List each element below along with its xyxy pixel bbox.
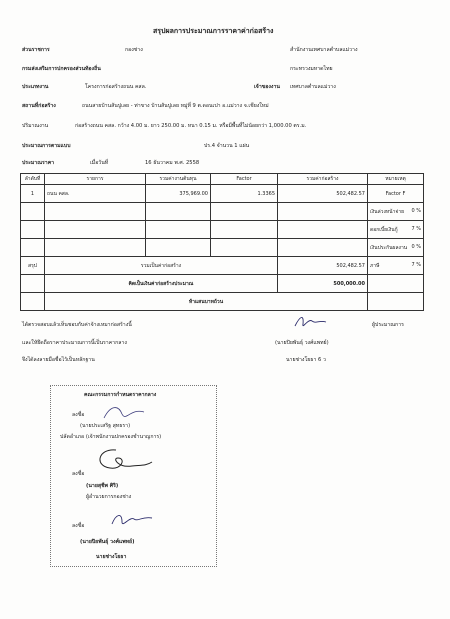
header-no: ลำดับที่ [21,174,45,185]
cost-summary-table [20,173,424,311]
row-factor: 1.3365 [211,185,278,203]
header-note: หมายเหตุ [368,174,424,185]
member2-title: ผู้อำนวยการกองช่าง [86,494,132,500]
table-header-row [21,174,424,185]
row-item: ถนน คสล. [45,185,146,203]
vat-cell: ภาษี 7 % [368,257,424,275]
estimator-label: ผู้ประมาณการ [372,322,404,328]
quantity-label: ปริมาณงาน [22,123,49,129]
committee-title: คณะกรรมการกำหนดราคากลาง [84,392,157,398]
row-no: 1 [21,185,45,203]
member3-signature [108,508,158,530]
estimator-title: นายช่างโยธา 6 ว [286,357,326,363]
office-name: สำนักงานเทศบาลตำบลแม่วาง [290,47,358,53]
note-interest: ดอกเบี้ยเงินกู้ 7 % [368,221,424,239]
budget-row [21,275,424,293]
estimator-signature [292,312,332,332]
budget-label: คิดเป็นเงินค่าก่อสร้างประมาณ [45,275,278,293]
header-item: รายการ [45,174,146,185]
agency-label: ส่วนราชการ [22,47,50,53]
certify-line-1: ได้ตรวจสอบแล้วเห็นชอบกับค่าจ้างเหมาก่อสร้างนี้ [22,322,132,328]
member1-sign-label: ลงชื่อ [72,412,85,418]
design-value: ปร.4 จำนวน 1 แผ่น [204,143,250,149]
certify-line-2: และให้ยึดถือราคาประมาณการนี้เป็นราคากลาง [22,340,127,346]
header-cost: รวมค่างานต้นทุน [146,174,211,185]
table-row [21,239,424,257]
table-row [21,221,424,239]
document-title: สรุปผลการประมาณการราคาค่าก่อสร้าง [153,27,274,35]
header-factor: Factor [211,174,278,185]
member1-signature [100,400,150,424]
member1-title: ปลัดอำเภอ (เจ้าพนักงานปกครองชำนาญการ) [60,434,162,440]
ministry-name: กระทรวงมหาดไทย [290,66,333,72]
row-total: 502,482.57 [278,185,368,203]
row-note: Factor F [368,185,424,203]
design-label: ประมาณการตามแบบ [22,143,71,149]
agency-value: กองช่าง [125,47,143,53]
date-value: 16 ธันวาคม พ.ศ. 2558 [145,160,200,166]
table-row [21,185,424,203]
member3-sign-label: ลงชื่อ [72,523,85,529]
owner-value: เทศบาลตำบลแม่วาง [290,84,336,90]
location-value: ถนนสายบ้านสันปูเลย - ท่าขาง บ้านสันปูเลย หมู่ที่ 9 ต.ดอนเปา อ.แม่วาง จ.เชียงใหม่ [82,103,269,109]
department-label: กรมส่งเสริมการปกครองส่วนท้องถิ่น [22,66,101,72]
quantity-value: ก่อสร้างถนน คสล. กว้าง 4.00 ม. ยาว 250.00 ม. หนา 0.15 ม. หรือมีพื้นที่ไม่น้อยกว่า 1,000.00 ตร.ม. [75,123,307,129]
member2-sign-label: ลงชื่อ [72,471,85,477]
estimator-name: (นายปิยพันธุ์ วงศ์แพทย์) [275,340,329,346]
sum-value: 502,482.57 [278,257,368,275]
note-guarantee: เงินประกันผลงาน 0 % [368,239,424,257]
sum-label: รวมเป็นค่าก่อสร้าง [45,257,278,275]
price-label: ประมาณราคา [22,160,55,166]
member2-signature [88,444,158,476]
amount-in-words: ห้าแสนบาทถ้วน [45,293,368,311]
work-type-label: ประเภทงาน [22,84,49,90]
member1-name: (นายประเสริฐ สุทธรา) [80,423,131,429]
header-total: รวมค่าก่อสร้าง [278,174,368,185]
owner-label: เจ้าของงาน [254,84,280,90]
certify-line-3: จึงได้ลงลายมือชื่อไว้เป็นหลักฐาน [22,357,95,363]
member2-name: (นายสุชีพ ศิริ) [86,483,119,489]
work-type-value: โครงการก่อสร้างถนน คสล. [85,84,147,90]
row-cost: 375,969.00 [146,185,211,203]
member3-name: (นายปิยพันธุ์ วงศ์แพทย์) [80,539,135,545]
member3-title: นายช่างโยธา [96,554,127,560]
summary-row [21,257,424,275]
note-advance: เงินล่วงหน้าจ่าย 0 % [368,203,424,221]
budget-value: 500,000.00 [278,275,368,293]
summary-label: สรุป [21,257,45,275]
date-label: เมื่อวันที่ [90,160,109,166]
amount-text-row [21,293,424,311]
table-row [21,203,424,221]
location-label: สถานที่ก่อสร้าง [22,103,56,109]
